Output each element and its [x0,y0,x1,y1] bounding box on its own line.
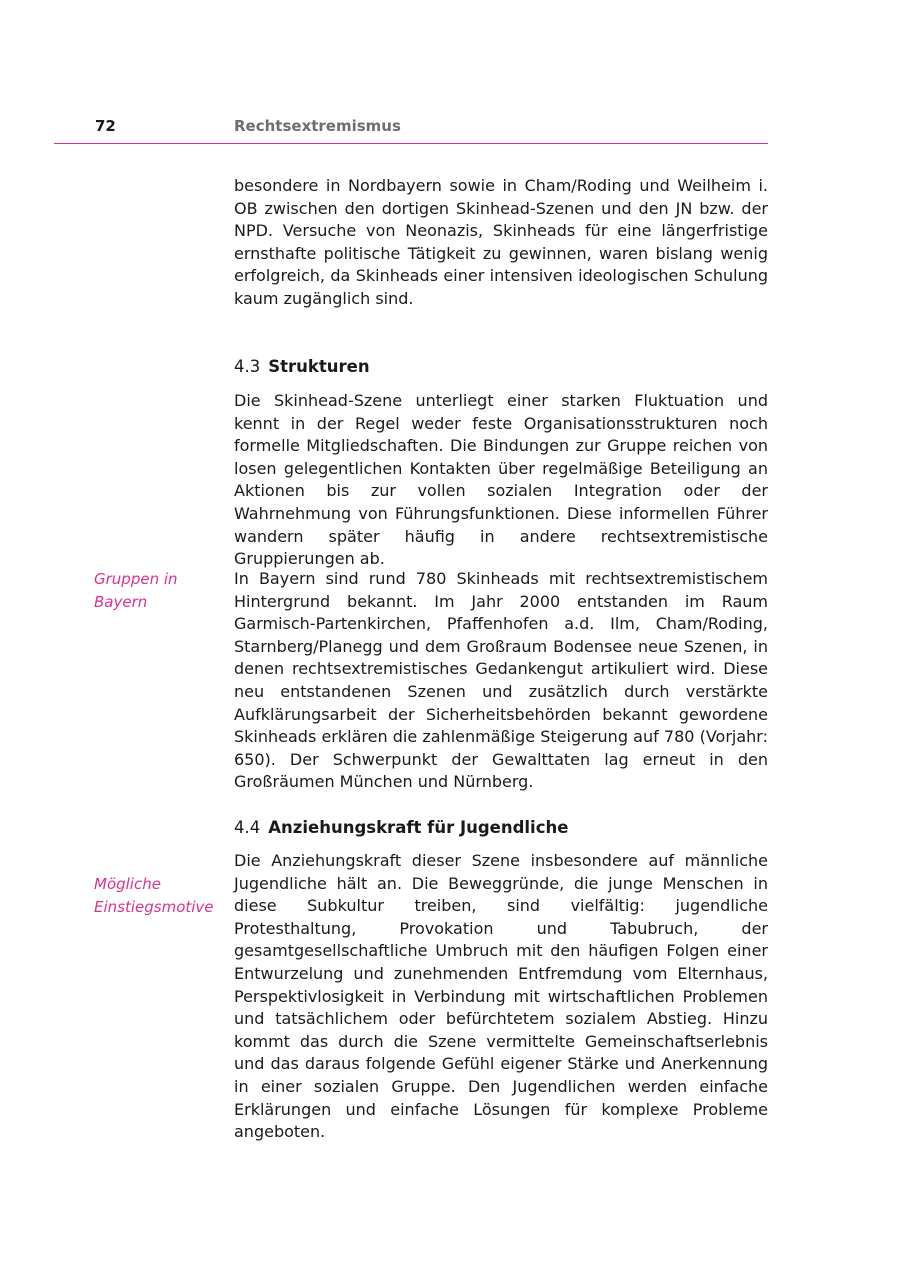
strukturen-paragraph: Die Skinhead-Szene unterliegt einer starken Fluktuation und kennt in der Regel weder feste Organisationsstrukturen noch formelle Mitgliedschaften. Die Bindungen zur Gruppe reichen von losen gelegentlichen Kontakten über regelmäßige Beteiligung an Aktionen bis zur vollen sozialen Integration oder der Wahrnehmung von Führungsfunktionen. Diese informellen Führer wandern später häufig in andere rechtsextremistische Gruppierungen ab. [234,391,768,569]
gruppen-paragraph: In Bayern sind rund 780 Skinheads mit rechtsextremistischem Hintergrund bekannt. Im Jahr 2000 entstanden im Raum Garmisch-Partenkirchen, Pfaffenhofen a.d. Ilm, Cham/Roding, Starnberg/Planegg und dem Großraum Bodensee neue Szenen, in denen rechtsextremistisches Gedankengut artikuliert wird. Diese neu entstandenen Szenen und zusätzlich durch verstärkte Aufklärungsarbeit der Sicherheitsbehörden bekannt gewordene Skinheads erklären die zahlenmäßige Steigerung auf 780 (Vorjahr: 650). Der Schwerpunkt der Gewalttaten lag erneut in den Großräumen München und Nürnberg. [234,569,768,792]
page-header [54,115,768,144]
strukturen-paragraph-block [234,390,768,571]
section-title: Anziehungskraft für Jugendliche [268,818,569,837]
running-head: Rechtsextremismus [234,117,401,135]
page-number: 72 [95,117,116,135]
intro-paragraph-block [234,175,768,311]
section-number: 4.3 [234,357,261,376]
gruppen-paragraph-block [234,568,768,794]
section-heading-anziehungskraft [234,817,568,839]
margin-note-einstiegsmotive: Mögliche Einstiegsmotive [94,875,214,916]
anziehungskraft-paragraph-block [234,850,768,1144]
intro-paragraph: besondere in Nordbayern sowie in Cham/Roding und Weilheim i. OB zwischen den dortigen Skinhead-Szenen und den JN bzw. der NPD. Versuche von Neonazis, Skinheads für eine längerfristige ernsthafte politische Tätigkeit zu gewinnen, waren bislang wenig erfolgreich, da Skinheads einer intensiven ideologischen Schulung kaum zugänglich sind. [234,176,768,308]
section-number: 4.4 [234,818,261,837]
margin-note-gruppen-in-bayern: Gruppen in Bayern [94,570,178,611]
anziehungskraft-paragraph: Die Anziehungskraft dieser Szene insbesondere auf männliche Jugendliche hält an. Die Beweggründe, die junge Menschen in diese Subkultur treiben, sind vielfältig: jugendliche Protesthaltung, Provokation und Tabubruch, der gesamtgesellschaftliche Umbruch mit den häufigen Folgen einer Entwurzelung und zunehmenden Entfremdung vom Elternhaus, Perspektivlosigkeit in Verbindung mit wirtschaftlichen Problemen und tatsächlichem oder befürchtetem sozialem Abstieg. Hinzu kommt das durch die Szene vermittelte Gemeinschaftserlebnis und das daraus folgende Gefühl eigener Stärke und Anerkennung in einer sozialen Gruppe. Den Jugendlichen werden einfache Erklärungen und einfache Lösungen für komplexe Probleme angeboten. [234,851,768,1142]
section-title: Strukturen [268,357,370,376]
section-heading-strukturen [234,356,370,378]
